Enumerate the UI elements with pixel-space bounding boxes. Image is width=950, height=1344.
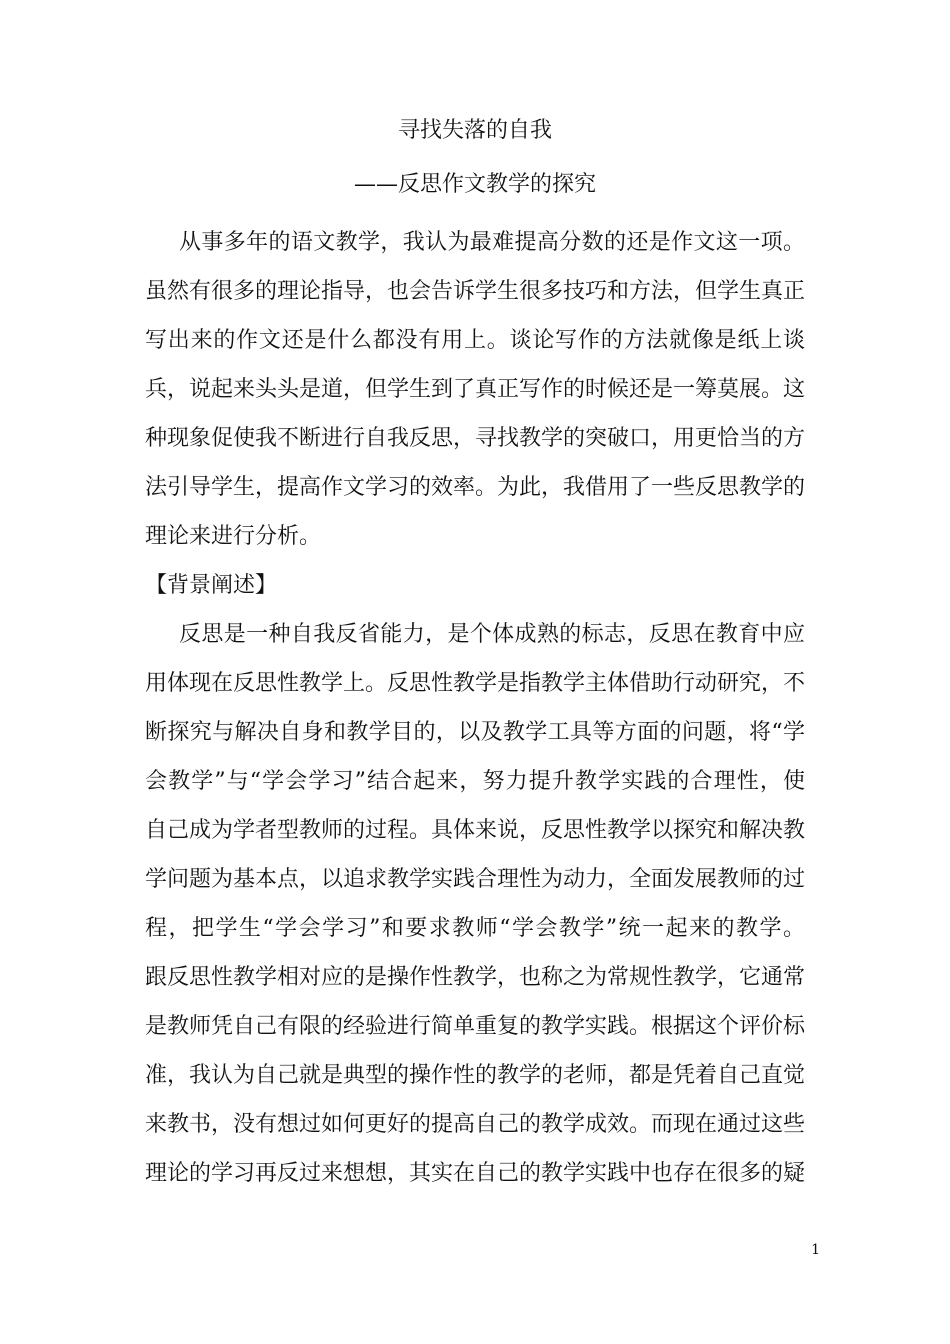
paragraph-background — [145, 610, 805, 1198]
paragraph-line: 法引导学生，提高作文学习的效率。为此，我借用了一些反思教学的 — [145, 475, 805, 500]
document-subtitle: ——反思作文教学的探究 — [353, 172, 596, 197]
paragraph-line: 来教书，没有想过如何更好的提高自己的教学成效。而现在通过这些 — [145, 1112, 805, 1137]
paragraph-line: 种现象促使我不断进行自我反思，寻找教学的突破口，用更恰当的方 — [145, 426, 805, 451]
document-body — [145, 218, 805, 1198]
paragraph-line: 反思是一种自我反省能力，是个体成熟的标志，反思在教育中应 — [179, 622, 805, 647]
paragraph-line: 学问题为基本点，以追求教学实践合理性为动力，全面发展教师的过 — [145, 867, 805, 892]
paragraph-intro — [145, 218, 805, 561]
paragraph-line: 用体现在反思性教学上。反思性教学是指教学主体借助行动研究，不 — [145, 671, 805, 696]
paragraph-line: 跟反思性教学相对应的是操作性教学，也称之为常规性教学，它通常 — [145, 965, 805, 990]
paragraph-line: 程，把学生“学会学习”和要求教师“学会教学”统一起来的教学。 — [145, 916, 805, 941]
paragraph-line: 兵，说起来头头是道，但学生到了真正写作的时候还是一筹莫展。这 — [145, 377, 805, 402]
page-number: 1 — [811, 1242, 820, 1258]
paragraph-line: 虽然有很多的理论指导，也会告诉学生很多技巧和方法，但学生真正 — [145, 279, 805, 304]
paragraph-line: 是教师凭自己有限的经验进行简单重复的教学实践。根据这个评价标 — [145, 1014, 805, 1039]
document-title: 寻找失落的自我 — [397, 118, 552, 143]
paragraph-line: 理论的学习再反过来想想，其实在自己的教学实践中也存在很多的疑 — [145, 1161, 805, 1186]
section-heading: 【背景阐述】 — [145, 573, 278, 598]
paragraph-line: 会教学”与“学会学习”结合起来，努力提升教学实践的合理性，使 — [145, 769, 805, 794]
paragraph-line: 写出来的作文还是什么都没有用上。谈论写作的方法就像是纸上谈 — [145, 328, 805, 353]
paragraph-line: 自己成为学者型教师的过程。具体来说，反思性教学以探究和解决教 — [145, 818, 805, 843]
paragraph-line: 理论来进行分析。 — [145, 524, 322, 549]
paragraph-line: 断探究与解决自身和教学目的，以及教学工具等方面的问题，将“学 — [145, 720, 805, 745]
paragraph-line: 准，我认为自己就是典型的操作性的教学的老师，都是凭着自己直觉 — [145, 1063, 805, 1088]
paragraph-line: 从事多年的语文教学，我认为最难提高分数的还是作文这一项。 — [179, 230, 805, 255]
